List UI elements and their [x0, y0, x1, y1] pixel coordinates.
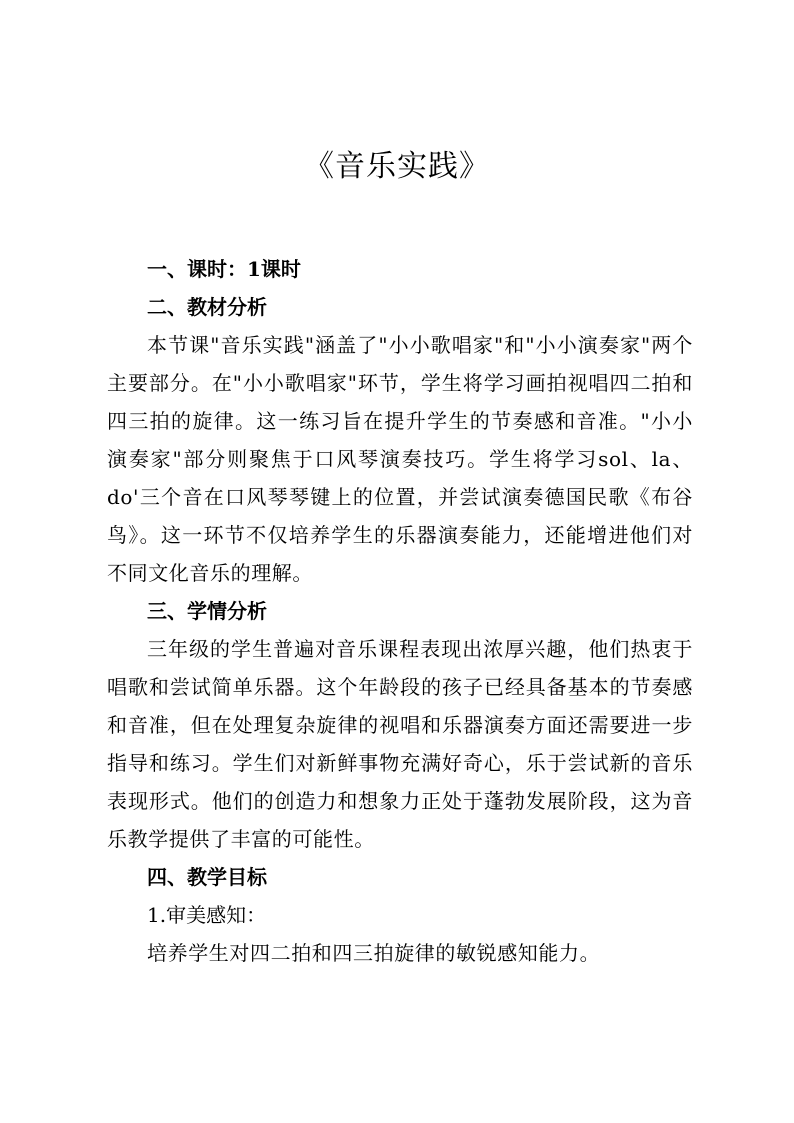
- goal-aesthetic-paragraph: 培养学生对四二拍和四三拍旋律的敏锐感知能力。: [147, 941, 601, 965]
- document-title: 《音乐实践》: [304, 149, 490, 184]
- section-heading-material-analysis: 二、教材分析: [147, 295, 267, 319]
- section-heading-teaching-goals: 四、教学目标: [147, 865, 267, 889]
- material-analysis-paragraph: 本节课"音乐实践"涵盖了"小小歌唱家"和"小小演奏家"两个主要部分。在"小小歌唱家"环节，学生将学习画拍视唱四二拍和四三拍的旋律。这一练习旨在提升学生的节奏感和音准。"小小演奏家"部分则聚焦于口风琴演奏技巧。学生将学习sol、la、do'三个音在口风琴琴键上的位置，并尝试演奏德国民歌《布谷鸟》。这一环节不仅培养学生的乐器演奏能力，还能增进他们对不同文化音乐的理解。: [107, 333, 693, 585]
- goal-subheading-aesthetic: 1.审美感知：: [147, 903, 267, 927]
- student-analysis-paragraph: 三年级的学生普遍对音乐课程表现出浓厚兴趣，他们热衷于唱歌和尝试简单乐器。这个年龄段的孩子已经具备基本的节奏感和音准，但在处理复杂旋律的视唱和乐器演奏方面还需要进一步指导和练习。学生们对新鲜事物充满好奇心，乐于尝试新的音乐表现形式。他们的创造力和想象力正处于蓬勃发展阶段，这为音乐教学提供了丰富的可能性。: [107, 637, 693, 851]
- section-heading-class-hours: 一、课时：1课时: [147, 257, 301, 281]
- section-heading-student-analysis: 三、学情分析: [147, 599, 267, 623]
- document-body: [107, 250, 693, 972]
